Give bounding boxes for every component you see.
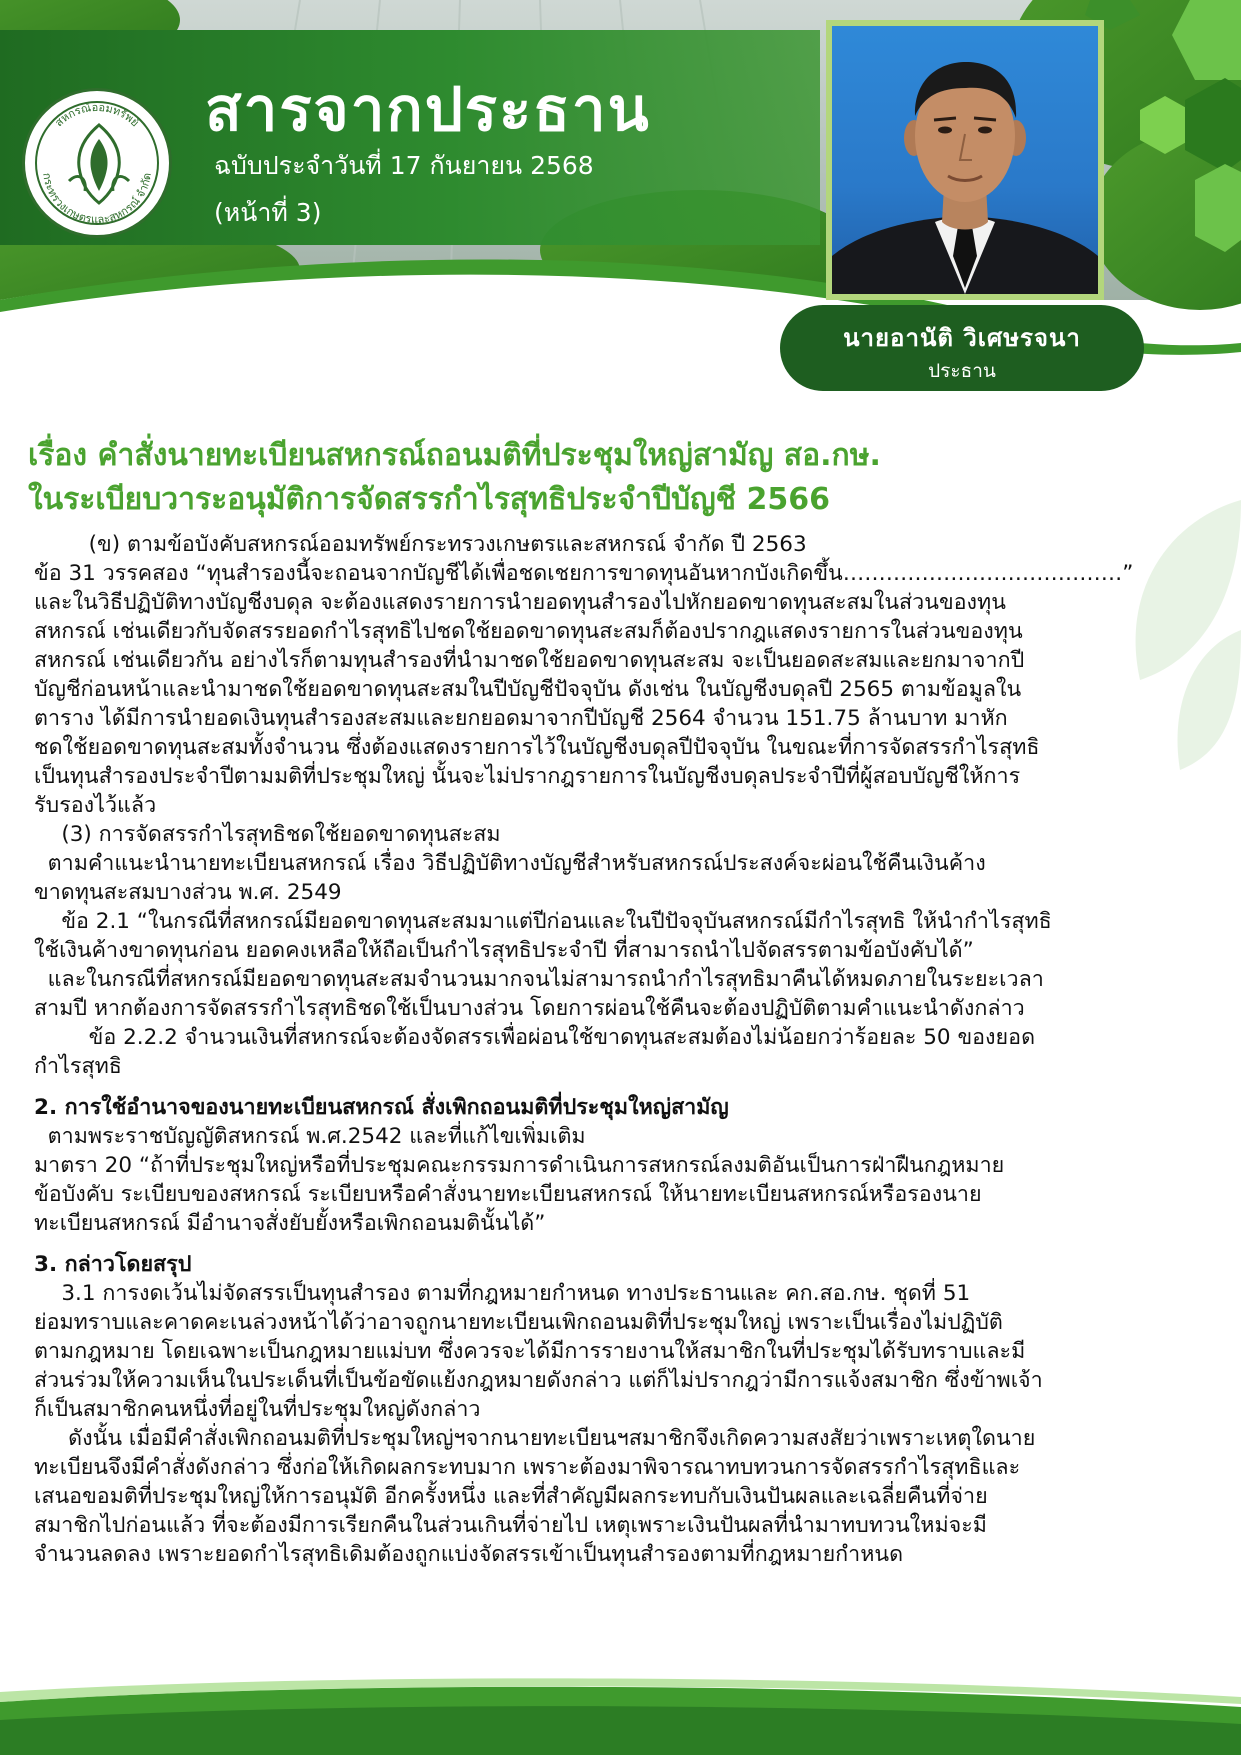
body-line: เสนอขอมติที่ประชุมใหญ่ให้การอนุมัติ อีกครั้งหนึ่ง และที่สำคัญมีผลกระทบกับเงินปันผลและเฉลี่ยคืนที่จ่าย <box>34 1484 988 1509</box>
body-line: ข้อบังคับ ระเบียบของสหกรณ์ ระเบียบหรือคำสั่งนายทะเบียนสหกรณ์ ให้นายทะเบียนสหกรณ์หรือรองนาย <box>34 1182 982 1207</box>
leaf-decoration-icon <box>1080 480 1241 780</box>
body-line: ก็เป็นสมาชิกคนหนึ่งที่อยู่ในที่ประชุมใหญ่ดังกล่าว <box>34 1397 481 1422</box>
body-line: และในวิธีปฏิบัติทางบัญชีงบดุล จะต้องแสดงรายการนำยอดทุนสำรองไปหักยอดขาดทุนสะสมในส่วนของทุน <box>34 590 1006 615</box>
section-3-heading: 3. กล่าวโดยสรุป <box>34 1252 192 1277</box>
body-line: มาตรา 20 “ถ้าที่ประชุมใหญ่หรือที่ประชุมคณะกรรมการดำเนินการสหกรณ์ลงมติอันเป็นการฝ่าฝืนกฎหมาย <box>34 1153 1005 1178</box>
chairman-portrait <box>832 26 1098 294</box>
body-line: ทะเบียนจึงมีคำสั่งดังกล่าว ซึ่งก่อให้เกิดผลกระทบมาก เพราะต้องมาพิจารณาทบทวนการจัดสรรกำไรสุทธิและ <box>34 1455 1021 1480</box>
article-title-line-2: ในระเบียบวาระอนุมัติการจัดสรรกำไรสุทธิประจำปีบัญชี 2566 <box>28 482 830 517</box>
body-line: ข้อ 2.2.2 จำนวนเงินที่สหกรณ์จะต้องจัดสรรเพื่อผ่อนใช้ขาดทุนสะสมต้องไม่น้อยกว่าร้อยละ 50 ของยอด <box>34 1025 1036 1050</box>
body-line: (ข) ตามข้อบังคับสหกรณ์ออมทรัพย์กระทรวงเกษตรและสหกรณ์ จำกัด ปี 2563 <box>34 532 807 557</box>
body-line: จำนวนลดลง เพราะยอดกำไรสุทธิเดิมต้องถูกแบ่งจัดสรรเข้าเป็นทุนสำรองตามที่กฎหมายกำหนด <box>34 1542 904 1567</box>
body-line: สมาชิกไปก่อนแล้ว ที่จะต้องมีการเรียกคืนในส่วนเกินที่จ่ายไป เหตุเพราะเงินปันผลที่นำมาทบทวนใหม่จะมี <box>34 1513 987 1538</box>
body-line: บัญชีก่อนหน้าและนำมาชดใช้ยอดขาดทุนสะสมในปีบัญชีปัจจุบัน ดังเช่น ในบัญชีงบดุลปี 2565 ตามข้อมูลใน <box>34 677 1022 702</box>
body-line: สามปี หากต้องการจัดสรรกำไรสุทธิชดใช้เป็นบางส่วน โดยการผ่อนใช้คืนจะต้องปฏิบัติตามคำแนะนำดังกล่าว <box>34 996 1025 1021</box>
body-line: (3) การจัดสรรกำไรสุทธิชดใช้ยอดขาดทุนสะสม <box>34 822 501 847</box>
section-2-heading: 2. การใช้อำนาจของนายทะเบียนสหกรณ์ สั่งเพิกถอนมติที่ประชุมใหญ่สามัญ <box>34 1095 729 1120</box>
person-portrait-icon <box>832 26 1098 294</box>
cooperative-seal-logo <box>22 88 172 238</box>
body-line: สหกรณ์ เช่นเดียวกัน อย่างไรก็ตามทุนสำรองที่นำมาชดใช้ยอดขาดทุนสะสม จะเป็นยอดสะสมและยกมาจากปี <box>34 648 1025 673</box>
body-line: สหกรณ์ เช่นเดียวกับจัดสรรยอดกำไรสุทธิไปชดใช้ยอดขาดทุนสะสมก็ต้องปรากฎแสดงรายการในส่วนของทุน <box>34 619 1023 644</box>
body-line: ย่อมทราบและคาดคะเนล่วงหน้าได้ว่าอาจถูกนายทะเบียนเพิกถอนมติที่ประชุมใหญ่ เพราะเป็นเรื่องไม่ปฏิบัติ <box>34 1310 1003 1335</box>
page-title: สารจากประธาน <box>205 75 651 145</box>
issue-date: ฉบับประจำวันที่ 17 กันยายน 2568 <box>214 151 594 180</box>
svg-text:กระทรวงเกษตรและสหกรณ์ จำกัด <box>40 172 154 226</box>
article-title-line-1: เรื่อง คำสั่งนายทะเบียนสหกรณ์ถอนมติที่ประชุมใหญ่สามัญ สอ.กษ. <box>28 438 881 473</box>
body-line: ขาดทุนสะสมบางส่วน พ.ศ. 2549 <box>34 880 342 905</box>
body-line: กำไรสุทธิ <box>34 1054 122 1079</box>
chairman-role: ประธาน <box>928 360 996 382</box>
body-line: 3.1 การงดเว้นไม่จัดสรรเป็นทุนสำรอง ตามที่กฎหมายกำหนด ทางประธานและ คก.สอ.กษ. ชุดที่ 51 <box>34 1281 971 1306</box>
body-line: ข้อ 2.1 “ในกรณีที่สหกรณ์มียอดขาดทุนสะสมมาแต่ปีก่อนและในปีปัจจุบันสหกรณ์มีกำไรสุทธิ ให้นำกำไรสุทธิ <box>34 909 1052 934</box>
body-line: ดังนั้น เมื่อมีคำสั่งเพิกถอนมติที่ประชุมใหญ่ฯจากนายทะเบียนฯสมาชิกจึงเกิดความสงสัยว่าเพราะเหตุใดนาย <box>34 1426 1036 1451</box>
body-line: ตามคำแนะนำนายทะเบียนสหกรณ์ เรื่อง วิธีปฏิบัติทางบัญชีสำหรับสหกรณ์ประสงค์จะผ่อนใช้คืนเงินค้าง <box>34 851 986 876</box>
body-line: ตาราง ได้มีการนำยอดเงินทุนสำรองสะสมและยกยอดมาจากปีบัญชี 2564 จำนวน 151.75 ล้านบาท มาหัก <box>34 706 1008 731</box>
body-line: และในกรณีที่สหกรณ์มียอดขาดทุนสะสมจำนวนมากจนไม่สามารถนำกำไรสุทธิมาคืนได้หมดภายในระยะเวลา <box>34 967 1044 992</box>
section-1-text <box>34 530 1224 1081</box>
body-line: เป็นทุนสำรองประจำปีตามมติที่ประชุมใหญ่ นั้นจะไม่ปรากฎรายการในบัญชีงบดุลประจำปีที่ผู้สอบบัญชีให้การ <box>34 764 1021 789</box>
body-line: ตามพระราชบัญญัติสหกรณ์ พ.ศ.2542 และที่แก้ไขเพิ่มเติม <box>34 1124 586 1149</box>
body-line: ทะเบียนสหกรณ์ มีอำนาจสั่งยับยั้งหรือเพิกถอนมตินั้นได้” <box>34 1211 546 1236</box>
page-number: (หน้าที่ 3) <box>214 198 322 227</box>
chairman-name: นายอานัติ วิเศษรจนา <box>843 324 1081 352</box>
seal-text-bottom: กระทรวงเกษตรและสหกรณ์ จำกัด <box>40 171 154 227</box>
body-line: รับรองไว้แล้ว <box>34 793 157 818</box>
svg-text:สหกรณ์ออมทรัพย์ <box>52 101 141 129</box>
body-line: ตามกฎหมาย โดยเฉพาะเป็นกฎหมายแม่บท ซึ่งควรจะได้มีการรายงานให้สมาชิกในที่ประชุมได้รับทราบและมี <box>34 1339 1026 1364</box>
body-line: ส่วนร่วมให้ความเห็นในประเด็นที่เป็นข้อขัดแย้งกฎหมายดังกล่าว แต่ก็ไม่ปรากฎว่ามีการแจ้งสมาชิก ซึ่งข้าพเจ้า <box>34 1368 1043 1393</box>
body-line: ชดใช้ยอดขาดทุนสะสมทั้งจำนวน ซึ่งต้องแสดงรายการไว้ในบัญชีงบดุลปีปัจจุบัน ในขณะที่การจัดสรรกำไรสุทธิ <box>34 735 1040 760</box>
body-line: ข้อ 31 วรรคสอง “ทุนสำรองนี้จะถอนจากบัญชีได้เพื่อชดเชยการขาดทุนอันหากบังเกิดขึ้น…………………………………” <box>34 561 1134 586</box>
seal-text-top: สหกรณ์ออมทรัพย์ <box>52 100 142 130</box>
article-body <box>34 530 1224 1569</box>
body-line: ใช้เงินค้างขาดทุนก่อน ยอดคงเหลือให้ถือเป็นกำไรสุทธิประจำปี ที่สามารถนำไปจัดสรรตามข้อบังคับได้” <box>34 938 974 963</box>
footer-wave <box>0 1672 1241 1755</box>
